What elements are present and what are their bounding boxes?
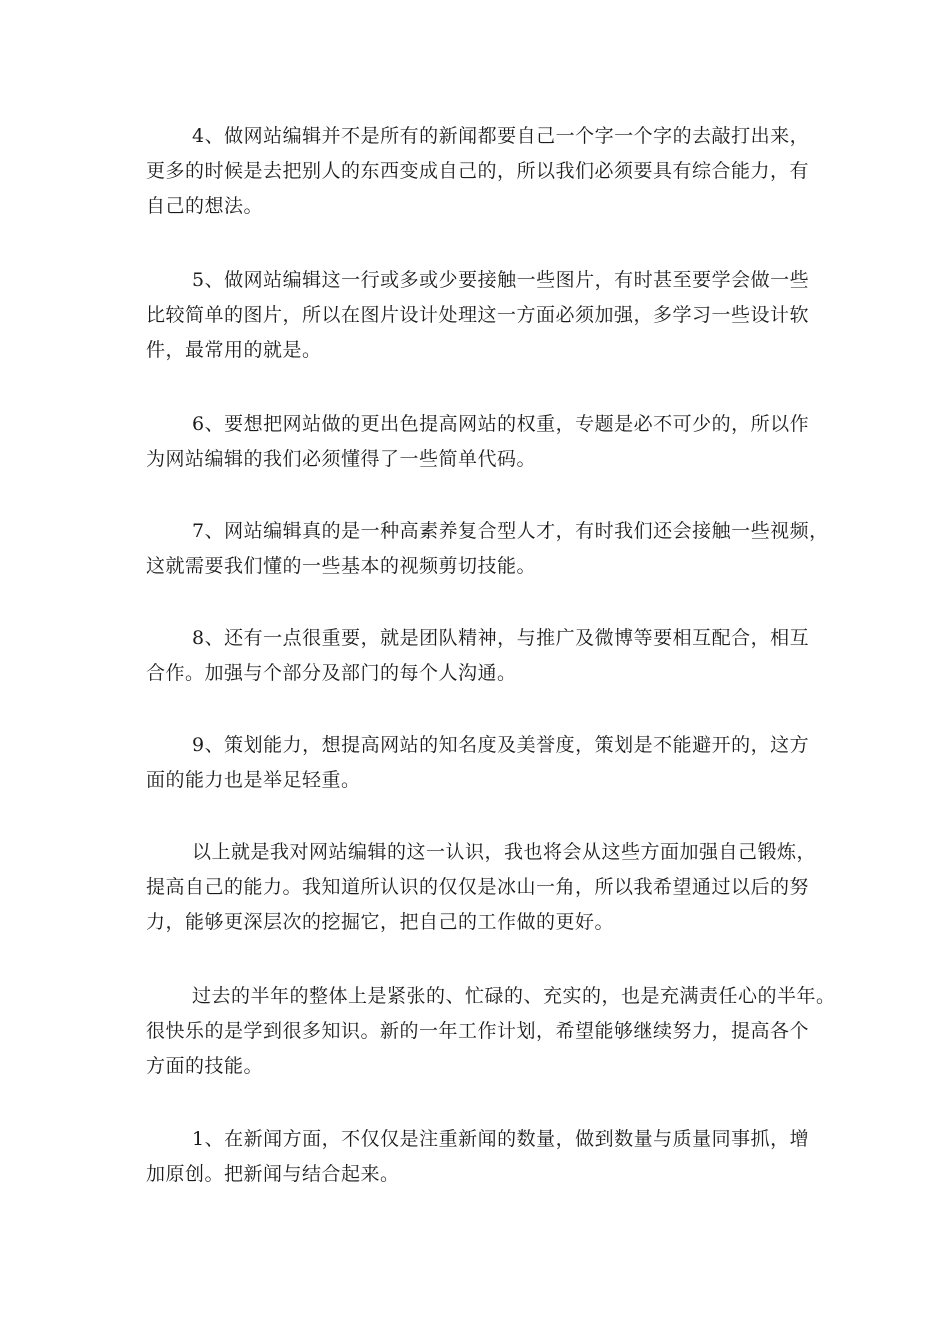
paragraph-half-year	[146, 979, 836, 1084]
paragraph-line: 1、在新闻方面，不仅仅是注重新闻的数量，做到数量与质量同事抓，增	[192, 1128, 810, 1150]
paragraph-line: 4、做网站编辑并不是所有的新闻都要自己一个字一个字的去敲打出来，	[192, 125, 810, 147]
paragraph-item-4	[146, 119, 826, 224]
paragraph-line: 以上就是我对网站编辑的这一认识，我也将会从这些方面加强自己锻炼，	[192, 841, 817, 863]
paragraph-line: 面的能力也是举足轻重。	[146, 769, 361, 791]
paragraph-line: 更多的时候是去把别人的东西变成自己的，所以我们必须要具有综合能力，有	[146, 160, 810, 182]
paragraph-line: 件，最常用的就是。	[146, 339, 322, 361]
paragraph-line: 很快乐的是学到很多知识。新的一年工作计划，希望能够继续努力，提高各个	[146, 1020, 810, 1042]
paragraph-item-8	[146, 621, 826, 691]
paragraph-line: 过去的半年的整体上是紧张的、忙碌的、充实的，也是充满责任心的半年。	[192, 985, 836, 1007]
paragraph-item-7	[146, 514, 829, 584]
paragraph-item-6	[146, 407, 826, 477]
paragraph-line: 5、做网站编辑这一行或多或少要接触一些图片，有时甚至要学会做一些	[192, 269, 810, 291]
paragraph-line: 9、策划能力，想提高网站的知名度及美誉度，策划是不能避开的，这方	[192, 734, 810, 756]
paragraph-line: 8、还有一点很重要，就是团队精神，与推广及微博等要相互配合，相互	[192, 627, 810, 649]
paragraph-line: 比较简单的图片，所以在图片设计处理这一方面必须加强，多学习一些设计软	[146, 304, 810, 326]
paragraph-line: 自己的想法。	[146, 195, 264, 217]
paragraph-summary	[146, 835, 826, 940]
paragraph-item-5	[146, 263, 826, 368]
paragraph-line: 提高自己的能力。我知道所认识的仅仅是冰山一角，所以我希望通过以后的努	[146, 876, 810, 898]
paragraph-line: 力，能够更深层次的挖掘它，把自己的工作做的更好。	[146, 911, 615, 933]
paragraph-line: 合作。加强与个部分及部门的每个人沟通。	[146, 662, 517, 684]
paragraph-line: 6、要想把网站做的更出色提高网站的权重，专题是必不可少的，所以作	[192, 413, 810, 435]
paragraph-item-1	[146, 1122, 826, 1192]
paragraph-line: 加原创。把新闻与结合起来。	[146, 1163, 400, 1185]
paragraph-line: 为网站编辑的我们必须懂得了一些简单代码。	[146, 448, 537, 470]
paragraph-line: 7、网站编辑真的是一种高素养复合型人才，有时我们还会接触一些视频，	[192, 520, 829, 542]
paragraph-line: 这就需要我们懂的一些基本的视频剪切技能。	[146, 555, 537, 577]
paragraph-item-9	[146, 728, 826, 798]
paragraph-line: 方面的技能。	[146, 1055, 264, 1077]
